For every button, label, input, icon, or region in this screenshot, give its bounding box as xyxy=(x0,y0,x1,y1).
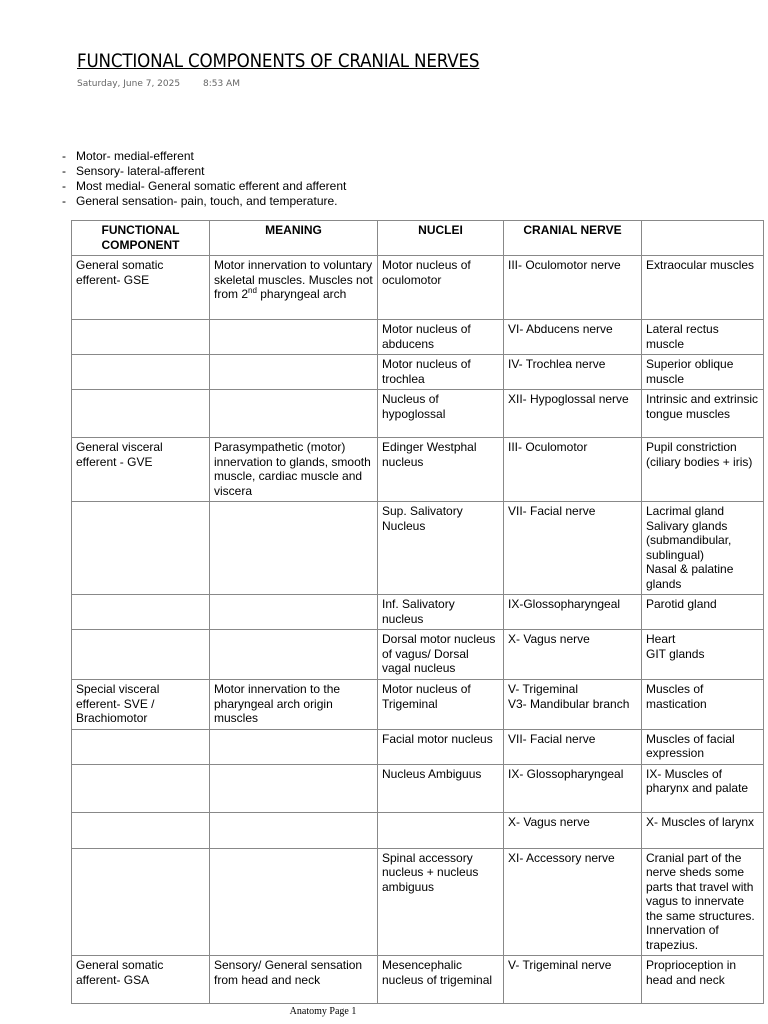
list-item: - Most medial- General somatic efferent and afferent xyxy=(62,179,346,194)
cell-meaning xyxy=(210,729,378,764)
cell-meaning xyxy=(210,764,378,812)
cell-component: Special visceral efferent- SVE / Brachiomotor xyxy=(72,680,210,730)
cell-nerve: XII- Hypoglossal nerve xyxy=(504,390,642,438)
cell-target: Muscles of facial expression xyxy=(642,729,764,764)
table-container xyxy=(71,220,765,987)
cell-component xyxy=(72,595,210,630)
cell-nerve: VI- Abducens nerve xyxy=(504,320,642,355)
list-item: - Motor- medial-efferent xyxy=(62,149,346,164)
bullet-list xyxy=(62,149,346,209)
cell-component: General somatic afferent- GSA xyxy=(72,956,210,1004)
cell-component xyxy=(72,390,210,438)
list-item: - General sensation- pain, touch, and temperature. xyxy=(62,194,346,209)
cell-meaning xyxy=(210,390,378,438)
cell-nerve: X- Vagus nerve xyxy=(504,812,642,848)
cell-nuclei: Motor nucleus of abducens xyxy=(378,320,504,355)
table-row xyxy=(72,355,764,390)
cell-nerve xyxy=(504,680,642,730)
cell-target: Extraocular muscles xyxy=(642,256,764,320)
cell-target: Pupil constriction (ciliary bodies + iris) xyxy=(642,438,764,502)
cell-target: Superior oblique muscle xyxy=(642,355,764,390)
cell-meaning: Motor innervation to the pharyngeal arch origin muscles xyxy=(210,680,378,730)
cell-target: X- Muscles of larynx xyxy=(642,812,764,848)
footer-text: Anatomy Page 1 xyxy=(289,1006,357,1017)
nerve-line: V- Trigeminal xyxy=(508,682,579,696)
cell-target xyxy=(642,502,764,595)
cell-component xyxy=(72,848,210,956)
header-cranial-nerve: CRANIAL NERVE xyxy=(504,221,642,256)
cell-target: Proprioception in head and neck xyxy=(642,956,764,1004)
list-item: - Sensory- lateral-afferent xyxy=(62,164,346,179)
header-target xyxy=(642,221,764,256)
cell-target: Intrinsic and extrinsic tongue muscles xyxy=(642,390,764,438)
cell-component xyxy=(72,630,210,680)
cell-nerve: IV- Trochlea nerve xyxy=(504,355,642,390)
cell-meaning: Sensory/ General sensation from head and neck xyxy=(210,956,378,1004)
cell-target xyxy=(642,630,764,680)
cell-component xyxy=(72,320,210,355)
page-date: Saturday, June 7, 2025 xyxy=(77,79,181,89)
cell-nuclei: Spinal accessory nucleus + nucleus ambiguus xyxy=(378,848,504,956)
cell-component xyxy=(72,729,210,764)
cell-meaning xyxy=(210,630,378,680)
cell-meaning xyxy=(210,595,378,630)
table-header-row xyxy=(72,221,764,256)
table-row xyxy=(72,630,764,680)
table-row xyxy=(72,390,764,438)
table-row xyxy=(72,438,764,502)
page-timestamp xyxy=(77,79,260,89)
cell-nerve: IX- Glossopharyngeal xyxy=(504,764,642,812)
table-row xyxy=(72,256,764,320)
cell-nuclei: Motor nucleus of Trigeminal xyxy=(378,680,504,730)
table-row xyxy=(72,680,764,730)
cell-meaning: Parasympathetic (motor) innervation to glands, smooth muscle, cardiac muscle and viscera xyxy=(210,438,378,502)
cell-meaning xyxy=(210,256,378,320)
cell-meaning xyxy=(210,812,378,848)
table-row xyxy=(72,956,764,1004)
table-row xyxy=(72,320,764,355)
header-meaning: MEANING xyxy=(210,221,378,256)
table-row xyxy=(72,764,764,812)
cell-nerve: XI- Accessory nerve xyxy=(504,848,642,956)
cranial-nerve-table xyxy=(71,220,764,1004)
cell-meaning xyxy=(210,848,378,956)
cell-nuclei: Facial motor nucleus xyxy=(378,729,504,764)
cell-nerve: V- Trigeminal nerve xyxy=(504,956,642,1004)
cell-nerve: VII- Facial nerve xyxy=(504,729,642,764)
cell-nerve: IX-Glossopharyngeal xyxy=(504,595,642,630)
table-row xyxy=(72,812,764,848)
header-functional-component: FUNCTIONAL COMPONENT xyxy=(72,221,210,256)
table-row xyxy=(72,848,764,956)
cell-nuclei: Sup. Salivatory Nucleus xyxy=(378,502,504,595)
cell-component xyxy=(72,355,210,390)
target-line: Lacrimal gland xyxy=(646,504,725,518)
cell-nuclei: Motor nucleus of trochlea xyxy=(378,355,504,390)
cell-target: Cranial part of the nerve sheds some parts that travel with vagus to innervate the same structures. Innervation of trapezius. xyxy=(642,848,764,956)
cell-nuclei: Mesencephalic nucleus of trigeminal xyxy=(378,956,504,1004)
cell-target: Lateral rectus muscle xyxy=(642,320,764,355)
cell-meaning-sup: nd xyxy=(248,286,257,295)
cell-component xyxy=(72,502,210,595)
cell-component: General somatic efferent- GSE xyxy=(72,256,210,320)
cell-nuclei xyxy=(378,812,504,848)
cell-meaning-after: pharyngeal arch xyxy=(256,287,347,301)
cell-component: General visceral efferent - GVE xyxy=(72,438,210,502)
cell-meaning-text: Motor innervation to voluntary skeletal muscles. Muscles not from 2 xyxy=(214,258,373,301)
cell-target: Parotid gland xyxy=(642,595,764,630)
header-nuclei: NUCLEI xyxy=(378,221,504,256)
target-line: Salivary glands (submandibular, sublingual) xyxy=(646,518,732,562)
target-line: GIT glands xyxy=(646,646,705,661)
table-row xyxy=(72,502,764,595)
cell-nuclei: Nucleus Ambiguus xyxy=(378,764,504,812)
cell-component xyxy=(72,812,210,848)
cell-target: IX- Muscles of pharynx and palate xyxy=(642,764,764,812)
cell-meaning xyxy=(210,355,378,390)
page-footer xyxy=(0,1006,768,1017)
cell-component xyxy=(72,764,210,812)
target-line: Nasal & palatine glands xyxy=(646,562,734,591)
cell-nerve: VII- Facial nerve xyxy=(504,502,642,595)
target-line: Heart xyxy=(646,632,676,646)
cell-nuclei: Edinger Westphal nucleus xyxy=(378,438,504,502)
cell-nerve: III- Oculomotor xyxy=(504,438,642,502)
cell-target: Muscles of mastication xyxy=(642,680,764,730)
cell-meaning xyxy=(210,320,378,355)
cell-nuclei: Dorsal motor nucleus of vagus/ Dorsal vagal nucleus xyxy=(378,630,504,680)
cell-nerve: X- Vagus nerve xyxy=(504,630,642,680)
cell-meaning xyxy=(210,502,378,595)
cell-nuclei: Inf. Salivatory nucleus xyxy=(378,595,504,630)
table-row xyxy=(72,729,764,764)
cell-nuclei: Nucleus of hypoglossal xyxy=(378,390,504,438)
cell-nerve: III- Oculomotor nerve xyxy=(504,256,642,320)
page-title: FUNCTIONAL COMPONENTS OF CRANIAL NERVES xyxy=(77,50,480,72)
nerve-line: V3- Mandibular branch xyxy=(508,696,630,711)
table-row xyxy=(72,595,764,630)
cell-nuclei: Motor nucleus of oculomotor xyxy=(378,256,504,320)
page-time: 8:53 AM xyxy=(202,79,240,89)
